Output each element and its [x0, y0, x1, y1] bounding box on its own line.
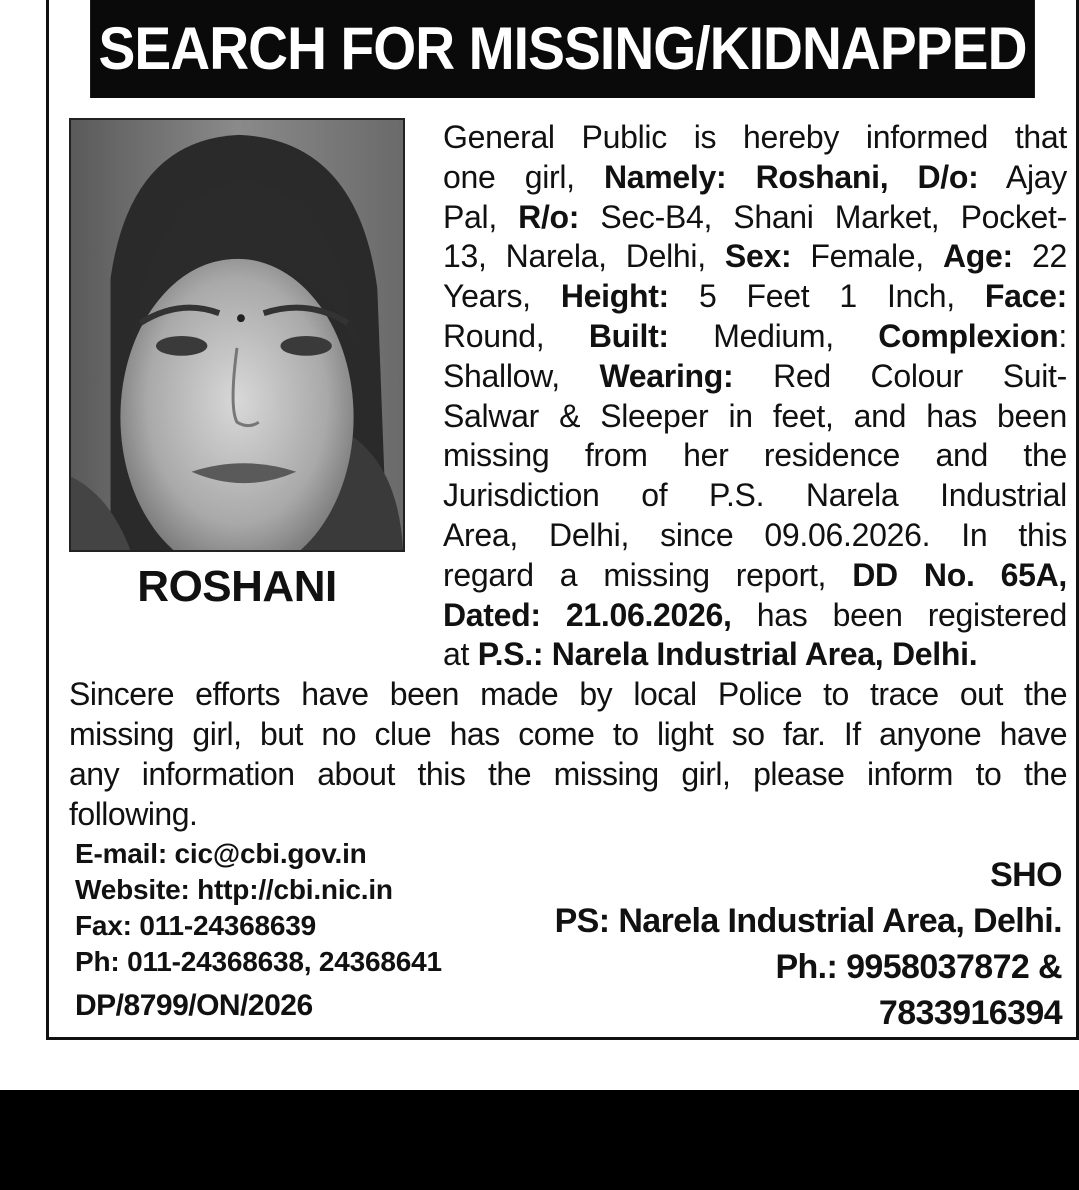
- description-text: Salwar & Sleeper in feet, and has been: [443, 397, 1067, 434]
- description-text: missing from her residence and the: [443, 437, 1067, 474]
- description-text: Years,: [443, 278, 561, 315]
- contact-website: Website: http://cbi.nic.in: [75, 874, 393, 905]
- description-text: Red Colour Suit-: [733, 357, 1067, 394]
- description-text: :: [1058, 317, 1067, 354]
- description-line: [443, 317, 1067, 357]
- description-line: [443, 397, 1067, 437]
- description-line: [443, 237, 1067, 277]
- description-text: Area, Delhi, since 09.06.2026. In this: [443, 516, 1067, 553]
- photo-caption: ROSHANI: [137, 562, 337, 611]
- appeal-line: missing girl, but no clue has come to light so far. If anyone have: [69, 716, 1067, 752]
- contact-phone: Ph: 011-24368638, 24368641: [75, 946, 442, 977]
- bottom-black-band: [0, 1090, 1079, 1190]
- portrait-image: [71, 120, 403, 550]
- description-field-label: DD No. 65A,: [852, 556, 1067, 593]
- appeal-paragraph: [69, 674, 1067, 834]
- missing-person-notice: [46, 0, 1079, 1040]
- description-line: [443, 476, 1067, 516]
- description-field-label: P.S.: Narela Industrial Area, Delhi.: [477, 636, 978, 673]
- description-paragraph: [443, 118, 1067, 675]
- description-field-label: Wearing:: [599, 357, 734, 394]
- description-field-label: Height:: [560, 278, 669, 315]
- contact-email: E-mail: cic@cbi.gov.in: [75, 838, 367, 869]
- appeal-line: Sincere efforts have been made by local Police to trace out the: [69, 676, 1067, 712]
- description-field-label: Age:: [942, 238, 1013, 275]
- description-text: regard a missing report,: [443, 556, 853, 593]
- description-text: General Public is hereby informed that: [443, 119, 1067, 155]
- description-text: Ajay: [978, 158, 1067, 195]
- description-text: one girl,: [443, 158, 604, 195]
- description-text: Jurisdiction of P.S. Narela Industrial: [443, 477, 1067, 514]
- contact-fax: Fax: 011-24368639: [75, 910, 317, 941]
- description-text: 5 Feet 1 Inch,: [668, 278, 985, 315]
- description-text: Sec-B4, Shani Market, Pocket-: [579, 198, 1067, 235]
- appeal-line: following.: [69, 796, 198, 832]
- description-text: Medium,: [668, 317, 879, 354]
- sho-station: PS: Narela Industrial Area, Delhi.: [554, 902, 1062, 940]
- reference-number: DP/8799/ON/2026: [75, 989, 313, 1022]
- description-text: at: [443, 636, 478, 673]
- description-line: [443, 277, 1067, 317]
- cbi-contact-block: [75, 836, 545, 1024]
- description-line: [443, 436, 1067, 476]
- appeal-line: any information about this the missing girl, please inform to the: [69, 756, 1067, 792]
- description-line: [443, 357, 1067, 397]
- description-line: [443, 596, 1067, 636]
- description-field-label: Sex:: [724, 238, 792, 275]
- description-field-label: R/o:: [518, 198, 580, 235]
- description-line: [443, 556, 1067, 596]
- sho-phone-line-2: 7833916394: [878, 994, 1062, 1032]
- description-text: 22: [1012, 238, 1067, 275]
- description-text: has been registered: [731, 596, 1067, 633]
- description-line: [443, 158, 1067, 198]
- description-text: 13, Narela, Delhi,: [443, 238, 725, 275]
- sho-title: SHO: [990, 856, 1062, 894]
- description-field-label: Built:: [588, 317, 669, 354]
- notice-title: SEARCH FOR MISSING/KIDNAPPED: [90, 0, 1035, 98]
- description-text: Female,: [791, 238, 943, 275]
- description-text: Shallow,: [443, 357, 600, 394]
- description-line: [443, 198, 1067, 238]
- missing-person-photo: [69, 118, 405, 552]
- sho-phone-line-1: Ph.: 9958037872 &: [775, 948, 1062, 986]
- description-field-label: Face:: [984, 278, 1068, 315]
- description-field-label: Dated: 21.06.2026,: [443, 596, 732, 633]
- description-field-label: Complexion: [878, 317, 1059, 354]
- description-text: Pal,: [443, 198, 519, 235]
- description-line: [443, 516, 1067, 556]
- sho-contact-block: [522, 852, 1062, 1036]
- description-line: [443, 635, 1067, 675]
- description-line: [443, 118, 1067, 158]
- description-field-label: Namely: Roshani, D/o:: [603, 158, 979, 195]
- description-text: Round,: [443, 317, 589, 354]
